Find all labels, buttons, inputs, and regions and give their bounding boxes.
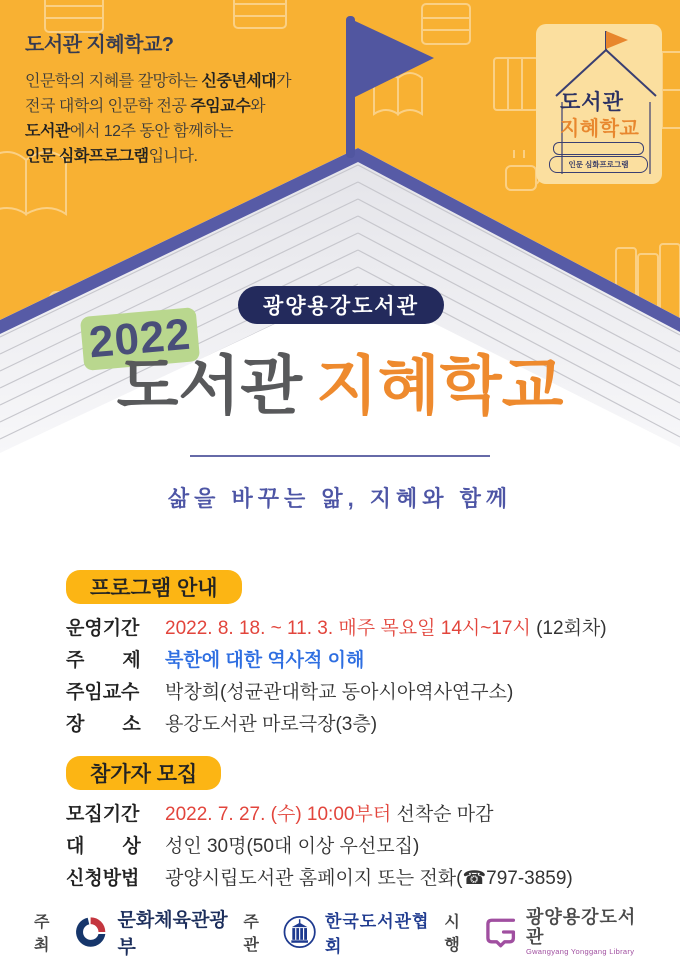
mcst-taegeuk-icon <box>73 914 108 950</box>
footer-organizer-role: 주관 <box>243 914 259 954</box>
yonggang-book-icon <box>484 916 517 948</box>
recruit-rows <box>66 799 646 895</box>
recruit-row-apply: 신청방법 광양시립도서관 홈페이지 또는 전화(☎797-3859) <box>66 868 573 889</box>
intro-line: 전국 대학의 인문학 전공 주임교수와 <box>25 98 266 115</box>
intro-block <box>25 28 355 169</box>
intro-line: 도서관에서 12주 동안 함께하는 <box>25 123 234 140</box>
badge-title-top: 도서관 <box>560 91 624 114</box>
program-row-period: 운영기간 2022. 8. 18. ~ 11. 3. 매주 목요일 14시~17시 (12회차) <box>66 618 607 639</box>
slogan-divider <box>190 455 490 457</box>
footer-executor-name-stack <box>526 908 652 956</box>
intro-line: 인문 심화프로그램입니다. <box>25 148 198 165</box>
footer-host-name: 문화체육관광부 <box>117 910 228 958</box>
badge-book-outline <box>553 142 644 155</box>
program-row-professor: 주임교수 박창희(성균관대학교 동아시아역사연구소) <box>66 682 514 703</box>
badge-title-bottom: 지혜학교 <box>560 118 640 140</box>
slogan: 삶을 바꾸는 앎, 지혜와 함께 <box>167 486 513 511</box>
program-row-topic: 주 제 북한에 대한 역사적 이해 <box>66 650 365 671</box>
program-section-badge: 프로그램 안내 <box>66 570 242 604</box>
footer-executor-role: 시행 <box>444 914 460 954</box>
footer-executor-name: 광양용강도서관 <box>525 907 637 947</box>
program-rows <box>66 613 646 741</box>
library-name-pill: 광양용강도서관 <box>238 286 444 324</box>
kla-emblem-icon <box>283 915 316 949</box>
program-logo-badge <box>536 24 662 184</box>
footer-host-role: 주최 <box>34 914 50 954</box>
footer-executor-group <box>444 908 652 956</box>
footer-executor-subtitle: Gwangyang Yonggang Library <box>525 946 635 956</box>
badge-flag-icon <box>606 31 628 50</box>
main-title-gray: 도서관 <box>116 350 303 422</box>
intro-title: 도서관 지혜학교? <box>25 34 174 56</box>
footer-organizations <box>34 908 652 956</box>
footer-organizer-group <box>243 907 444 957</box>
badge-tagline: 인문 심화프로그램 <box>549 156 648 173</box>
footer-host-group <box>34 905 243 959</box>
recruit-row-target: 대 상 성인 30명(50대 이상 우선모집) <box>66 836 420 857</box>
recruit-section-badge: 참가자 모집 <box>66 756 221 790</box>
program-row-place: 장 소 용강도서관 마로극장(3층) <box>66 714 378 735</box>
intro-line: 인문학의 지혜를 갈망하는 신중년세대가 <box>25 73 292 90</box>
main-title <box>0 350 680 422</box>
main-title-orange: 지혜학교 <box>316 350 564 422</box>
footer-organizer-name: 한국도서관협회 <box>324 912 430 956</box>
year-tag: 2022 <box>80 307 200 371</box>
recruit-row-period: 모집기간 2022. 7. 27. (수) 10:00부터 선착순 마감 <box>66 804 494 825</box>
